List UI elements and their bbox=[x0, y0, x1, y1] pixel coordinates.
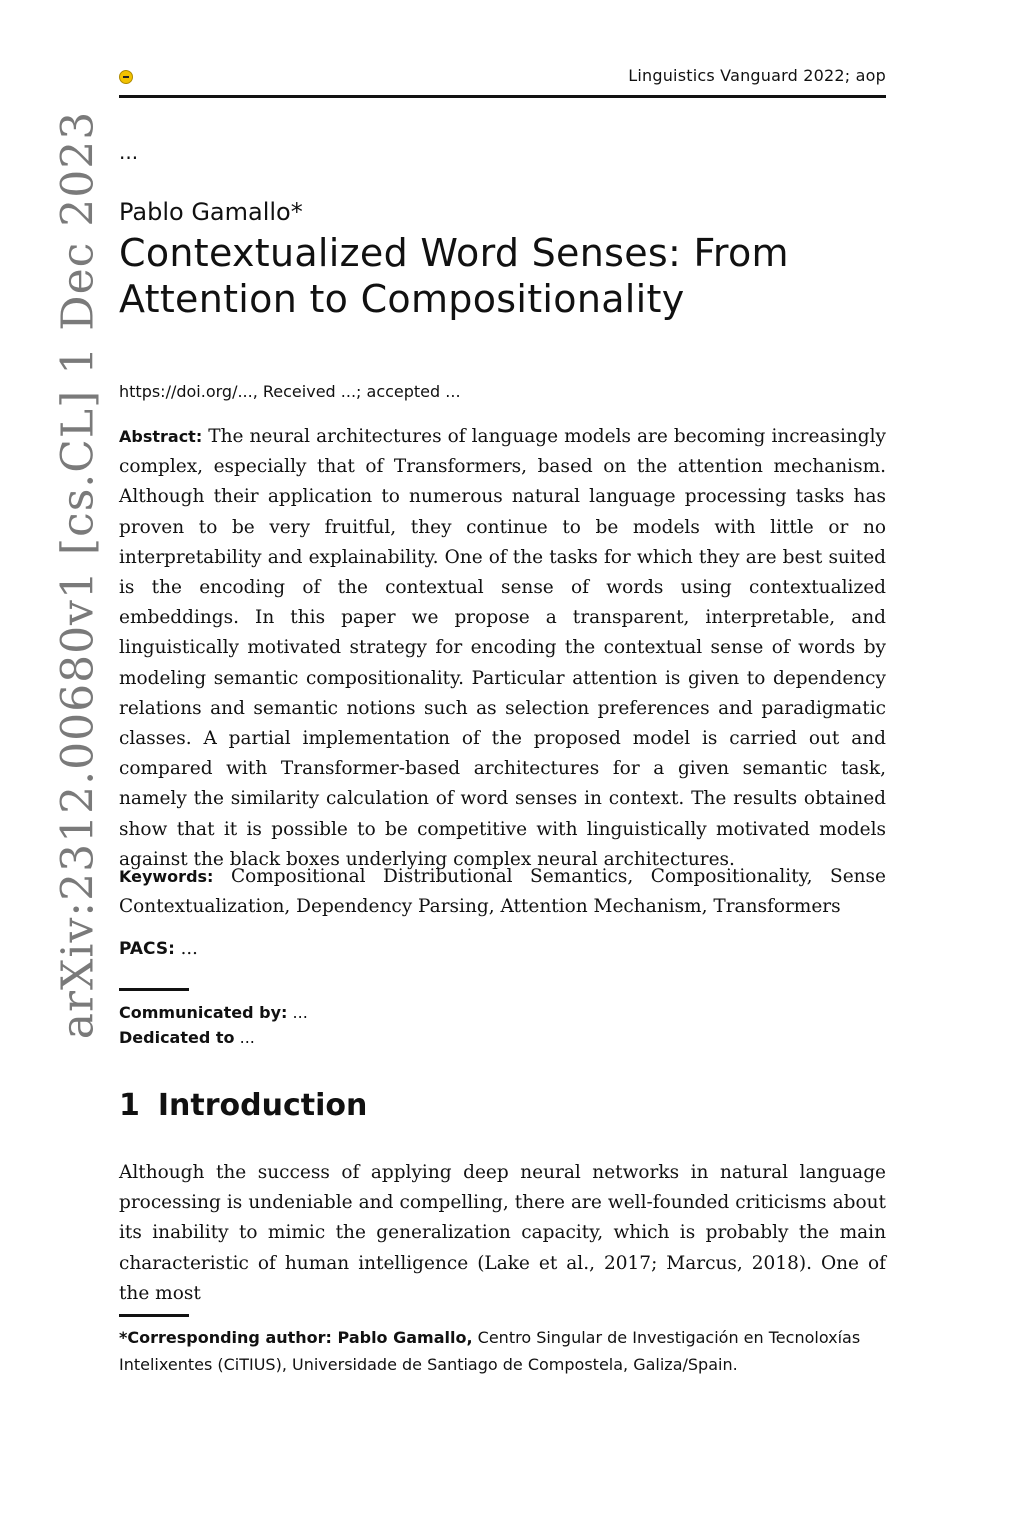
footnote-text: Centro Singular de Investigación en Tecnoloxías Intelixentes (CiTIUS), Universidade de Santiago de Compostela, Galiza/Spain. bbox=[119, 1328, 861, 1374]
section-heading bbox=[119, 1088, 886, 1123]
header-rule bbox=[119, 95, 886, 98]
communicated-label: Communicated by: bbox=[119, 1003, 288, 1022]
arxiv-stamp: arXiv:2312.00680v1 [cs.CL] 1 Dec 2023 bbox=[52, 110, 104, 1040]
pacs-value: ... bbox=[180, 938, 198, 959]
section-number: 1 bbox=[119, 1088, 140, 1123]
abstract-text: The neural architectures of language models are becoming increasingly complex, especially that of Transformers, based on the attention mechanism. Although their application to numerous natural language processing tasks has proven to be very fruitful, they continue to be models with little or no interpretability and explainability. One of the tasks for which they are best suited is the encoding of the contextual sense of words using contextualized embeddings. In this paper we propose a transparent, interpretable, and linguistically motivated strategy for encoding the contextual sense of words by modeling semantic compositionality. Particular attention is given to dependency relations and semantic notions such as selection preferences and paradigmatic classes. A partial implementation of the proposed model is carried out and compared with Transformer-based architectures for a given semantic task, namely the similarity calculation of word senses in context. The results obtained show that it is possible to be competitive with linguistically motivated models against the black boxes underlying complex neural architectures. bbox=[119, 426, 886, 870]
paper-title: Contextualized Word Senses: From Attention to Compositionality bbox=[119, 231, 789, 321]
section-title: Introduction bbox=[157, 1088, 368, 1123]
page-header bbox=[119, 64, 886, 98]
dedicated-value: ... bbox=[239, 1028, 255, 1047]
abstract bbox=[119, 422, 886, 875]
pacs-label: PACS: bbox=[119, 939, 175, 959]
doi-line: https://doi.org/..., Received ...; accepted ... bbox=[119, 382, 461, 401]
communicated-line bbox=[119, 1000, 886, 1025]
footnote-label: *Corresponding author: Pablo Gamallo, bbox=[119, 1328, 473, 1347]
journal-logo-icon bbox=[119, 70, 133, 84]
front-ellipsis: ... bbox=[119, 140, 139, 164]
keywords-label: Keywords: bbox=[119, 867, 214, 886]
pacs-line bbox=[119, 938, 886, 959]
metadata-rule bbox=[119, 988, 189, 991]
footnote bbox=[119, 1324, 886, 1378]
introduction-paragraph: Although the success of applying deep neural networks in natural language processing is undeniable and compelling, there are well-founded criticisms about its inability to mimic the generalization capacity, which is probably the main characteristic of human intelligence (Lake et al., 2017; Marcus, 2018). One of the most bbox=[119, 1162, 886, 1304]
keywords-text: Compositional Distributional Semantics, Compositionality, Sense Contextualization, Dependency Parsing, Attention Mechanism, Transformers bbox=[119, 866, 886, 918]
communicated-block bbox=[119, 1000, 886, 1050]
abstract-label: Abstract: bbox=[119, 427, 203, 446]
footnote-rule bbox=[119, 1314, 189, 1317]
running-head: Linguistics Vanguard 2022; aop bbox=[628, 66, 886, 85]
communicated-value: ... bbox=[292, 1003, 308, 1022]
dedicated-label: Dedicated to bbox=[119, 1028, 235, 1047]
dedicated-line bbox=[119, 1025, 886, 1050]
author-name: Pablo Gamallo* bbox=[119, 198, 303, 226]
keywords bbox=[119, 862, 886, 922]
